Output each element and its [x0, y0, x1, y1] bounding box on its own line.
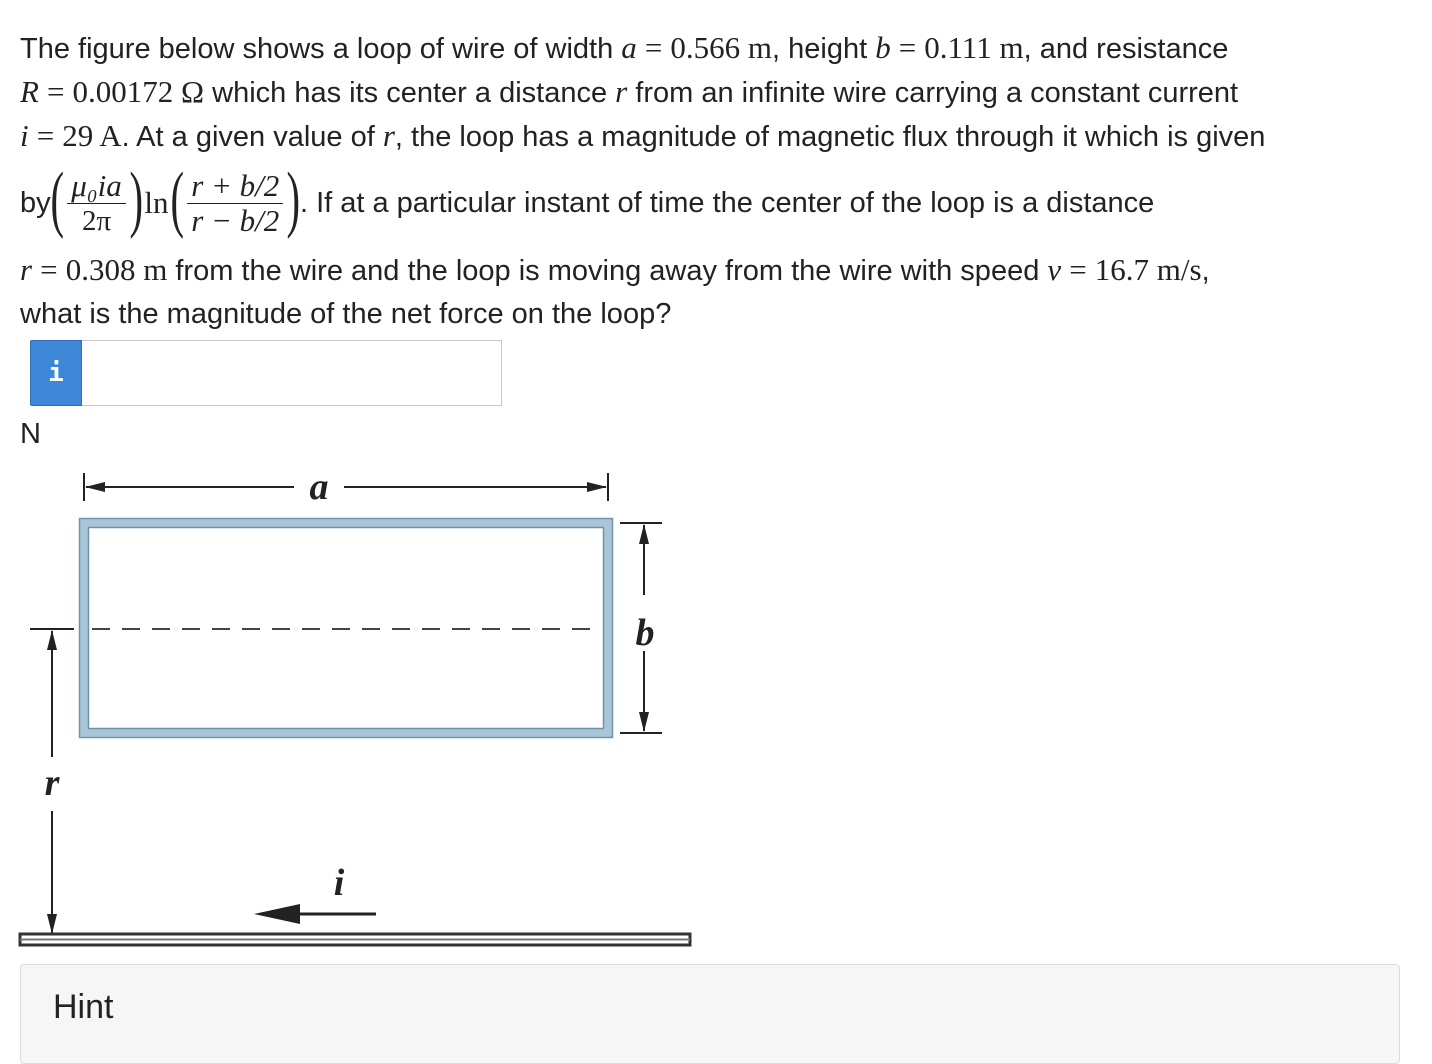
label-a: a	[309, 466, 329, 508]
flux-fraction-2: $\frac{r + b/2}{r - b/2}$	[187, 169, 283, 238]
resistance-value: 0.00172 Ω	[72, 74, 205, 109]
label-i: i	[333, 862, 345, 904]
answer-row	[30, 340, 502, 406]
height-value: 0.111 m	[924, 30, 1024, 65]
current-value: 29 A	[62, 118, 122, 153]
answer-input[interactable]	[82, 340, 502, 406]
hint-label: Hint	[53, 988, 114, 1026]
problem-line-1: The figure below shows a loop of wire of width a = 0.566 m, height b = 0.111 m, and resistance	[20, 30, 1229, 65]
label-b: b	[635, 612, 655, 654]
width-value: 0.566 m	[670, 30, 772, 65]
distance-value: 0.308 m	[65, 252, 168, 287]
flux-fraction-1: $\frac{\text{μ₀ia}}{2\pi}$	[67, 169, 125, 238]
problem-statement	[20, 26, 1412, 336]
answer-unit: N	[20, 418, 41, 450]
flux-formula-line: by ( $\frac{\text{μ₀ia}}{2\pi}$ ) ln ( $\frac{r + b/2}{r - b/2}$ ) . If at a particular instant of time the center of the loop is a distance	[20, 158, 1155, 240]
problem-line-3: i = 29 A. At a given value of r, the loop has a magnitude of magnetic flux through it which is given	[20, 118, 1266, 153]
speed-value: 16.7 m/s	[1094, 252, 1202, 287]
current-direction-arrowhead	[254, 904, 300, 924]
loop-wire-figure	[0, 455, 720, 955]
problem-line-2: R = 0.00172 Ω which has its center a distance r from an infinite wire carrying a constant current	[20, 74, 1239, 109]
label-r: r	[44, 762, 60, 804]
problem-question: what is the magnitude of the net force on the loop?	[20, 298, 672, 330]
info-icon[interactable]: i	[30, 340, 82, 406]
hint-panel[interactable]	[20, 964, 1400, 1064]
problem-line-5: r = 0.308 m from the wire and the loop is moving away from the wire with speed v = 16.7 m/s,	[20, 252, 1210, 287]
